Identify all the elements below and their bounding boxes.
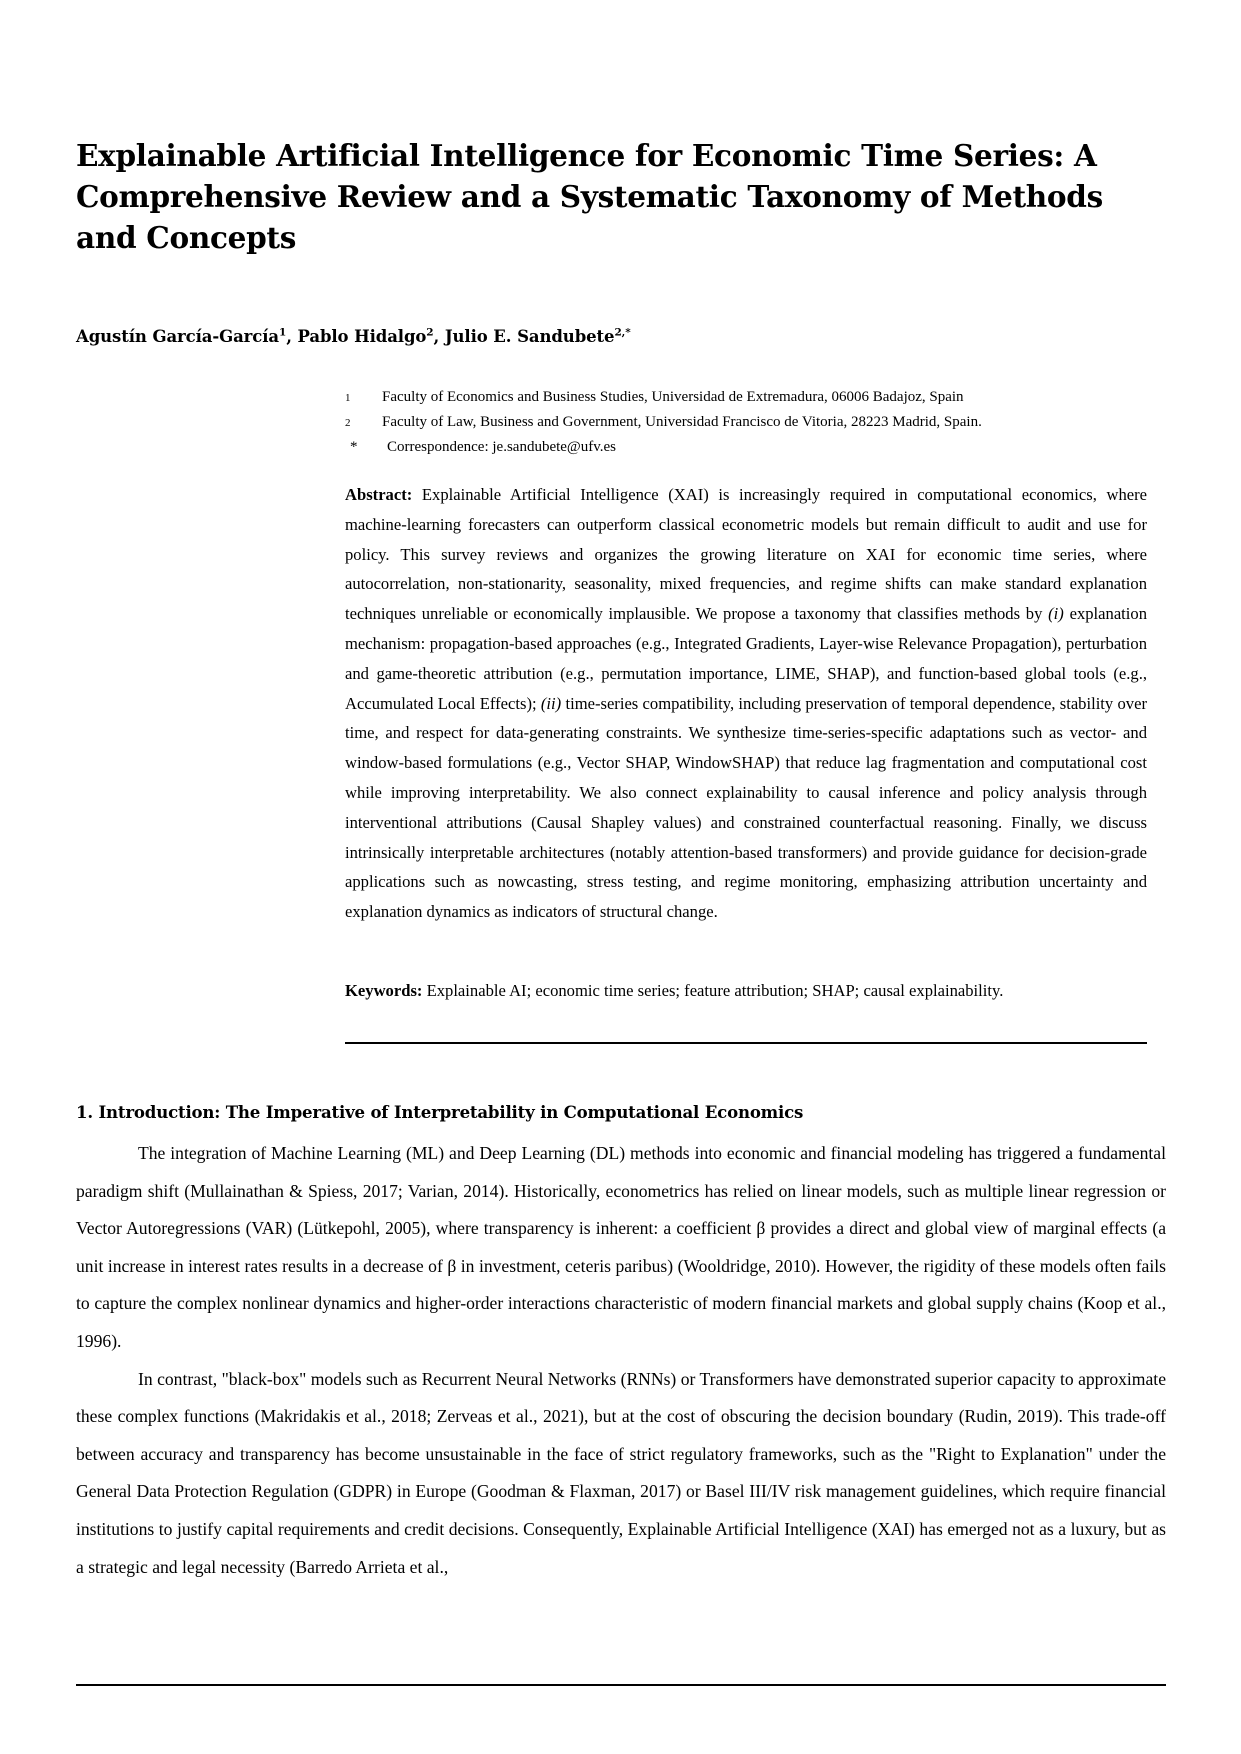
author-name-1: Agustín García-García [76,327,279,346]
author-marker-3: 2,* [614,326,631,339]
body-paragraph-1: The integration of Machine Learning (ML) and Deep Learning (DL) methods into economic and financial modeling has triggered a fundamental paradigm shift (Mullainathan & Spiess, 2017; Varian, 2014). Historically, econometrics has relied on linear models, such as multiple linear regression or Vector Autoregressions (VAR) (Lütkepohl, 2005), where transparency is inherent: a coefficient β provides a direct and global view of marginal effects (a unit increase in interest rates results in a decrease of β in investment, ceteris paribus) (Wooldridge, 2010). However, the rigidity of these models often fails to capture the complex nonlinear dynamics and higher-order interactions characteristic of modern financial markets and global supply chains (Koop et al., 1996). [76,1143,1166,1351]
author-separator-2: , [433,327,445,346]
affiliation-marker: 2 [345,417,351,429]
section-heading-introduction: 1. Introduction: The Imperative of Interpretability in Computational Economics [76,1102,804,1122]
abstract-part-1: Explainable Artificial Intelligence (XAI) is increasingly required in computational economics, where machine-learning forecasters can outperform classical econometric models but remain difficult to audit and use for policy. This survey reviews and organizes the growing literature on XAI for economic time series, where autocorrelation, non-stationarity, seasonality, mixed frequencies, and regime shifts can make standard explanation techniques unreliable or economically implausible. We propose a taxonomy that classifies methods by [345,485,1147,624]
author-name-3: Julio E. Sandubete [444,327,615,346]
abstract-label: Abstract: [345,485,413,504]
author-name-2: Pablo Hidalgo [297,327,427,346]
title-block [76,135,1166,258]
abstract-enum-i: (i) [1048,604,1064,624]
footer-divider [76,1684,1166,1686]
page-title: Explainable Artificial Intelligence for Economic Time Series: A Comprehensive Review and a Systematic Taxonomy of Methods and Concepts [76,138,1103,255]
author-separator-1: , [286,327,298,346]
abstract-block [345,480,1147,927]
correspondence-text[interactable]: Correspondence: je.sandubete@ufv.es [387,439,617,455]
keywords-label: Keywords: [345,981,423,1000]
abstract-paragraph [345,480,1147,927]
correspondence-row [345,435,1145,459]
affiliation-text: Faculty of Economics and Business Studies, Universidad de Extremadura, 06006 Badajoz, Spain [382,389,964,405]
abstract-part-3: time-series compatibility, including preservation of temporal dependence, stability over time, and respect for data-generating constraints. We synthesize time-series-specific adaptations such as vector- and window-based formulations (e.g., Vector SHAP, WindowSHAP) that reduce lag fragmentation and computational cost while improving interpretability. We also connect explainability to causal inference and policy analysis through interventional attributions (Causal Shapley values) and constrained counterfactual reasoning. Finally, we discuss intrinsically interpretable architectures (notably attention-based transformers) and provide guidance for decision-grade applications such as nowcasting, stress testing, and regime monitoring, emphasizing attribution uncertainty and explanation dynamics as indicators of structural change. [345,693,1147,922]
abstract-divider [345,1042,1147,1044]
affiliation-row [345,385,1145,410]
abstract-enum-ii: (ii) [540,693,562,713]
keywords-block [345,976,1147,1006]
body-paragraph-2: In contrast, "black-box" models such as Recurrent Neural Networks (RNNs) or Transformers have demonstrated superior capacity to approximate these complex functions (Makridakis et al., 2018; Zerveas et al., 2021), but at the cost of obscuring the decision boundary (Rudin, 2019). This trade-off between accuracy and transparency has become unsustainable in the face of strict regulatory frameworks, such as the "Right to Explanation" under the General Data Protection Regulation (GDPR) in Europe (Goodman & Flaxman, 2017) or Basel III/IV risk management guidelines, which require financial institutions to justify capital requirements and credit decisions. Consequently, Explainable Artificial Intelligence (XAI) has emerged not as a luxury, but as a strategic and legal necessity (Barredo Arrieta et al., [76,1368,1166,1577]
affiliation-row [345,410,1145,435]
keywords-text: Explainable AI; economic time series; feature attribution; SHAP; causal explainability. [422,981,1004,1000]
author-marker-2: 2 [426,326,434,339]
body-text [76,1135,1166,1586]
affiliation-marker: 1 [345,392,351,404]
correspondence-marker: * [350,439,358,455]
abstract-part-2: explanation mechanism: propagation-based approaches (e.g., Integrated Gradients, Layer-wise Relevance Propagation), perturbation and game-theoretic attribution (e.g., permutation importance, LIME, SHAP), and function-based global tools (e.g., Accumulated Local Effects); [345,604,1147,713]
affiliation-block [345,385,1145,459]
author-list [76,325,1166,349]
affiliation-text: Faculty of Law, Business and Government, Universidad Francisco de Vitoria, 28223 Madrid, Spain. [382,414,982,430]
author-marker-1: 1 [278,326,287,339]
